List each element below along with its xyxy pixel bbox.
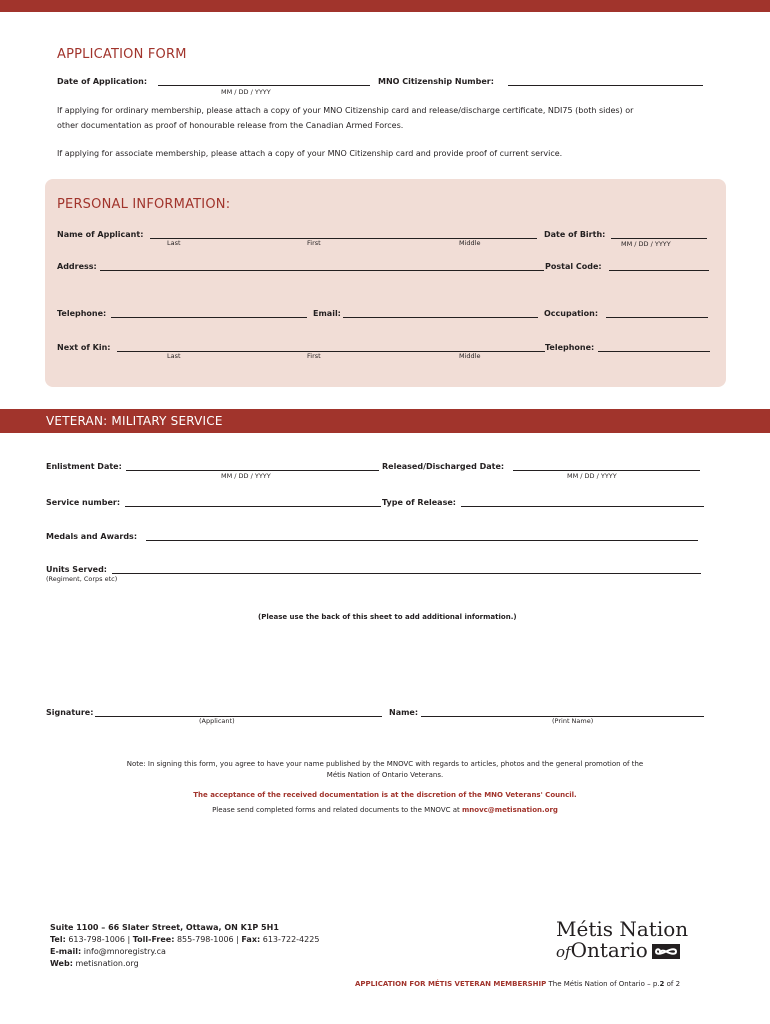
logo-line-2 — [556, 938, 688, 962]
publication-note-2: Métis Nation of Ontario Veterans. — [326, 771, 444, 779]
print-name-hint: (Print Name) — [552, 717, 594, 725]
page-footer-title: APPLICATION FOR MÉTIS VETERAN MEMBERSHIP — [355, 980, 547, 988]
email-footer-label: E-mail: — [50, 947, 82, 956]
first-hint: First — [307, 239, 321, 247]
page-number: 2 — [659, 980, 665, 988]
date-of-birth-label: Date of Birth: — [544, 230, 606, 239]
address-label: Address: — [57, 262, 97, 271]
enlistment-date-label: Enlistment Date: — [46, 462, 122, 471]
mno-logo — [556, 917, 688, 962]
service-number-label: Service number: — [46, 498, 121, 507]
fax-value: 613-722-4225 — [262, 935, 320, 944]
kin-telephone-label: Telephone: — [545, 343, 595, 352]
name-of-applicant-label: Name of Applicant: — [57, 230, 144, 239]
footer-address: Suite 1100 – 66 Slater Street, Ottawa, ON K1P 5H1 — [50, 923, 279, 932]
logo-line-1: Métis Nation — [556, 917, 689, 941]
tollfree-value: 855-798-1006 — [176, 935, 234, 944]
last-hint: Last — [167, 239, 181, 247]
publication-note: Note: In signing this form, you agree to have your name published by the MNOVC with regards to articles, photos and the general promotion of the — [126, 760, 644, 768]
print-name-field[interactable] — [421, 708, 704, 717]
footer-phones: Tel: 613-798-1006 | Toll-Free: 855-798-1006 | Fax: 613-722-4225 — [50, 935, 320, 944]
date-format-hint: MM / DD / YYYY — [221, 88, 271, 96]
page-total: of 2 — [666, 980, 681, 988]
medals-awards-field[interactable] — [146, 532, 698, 541]
dob-format-hint: MM / DD / YYYY — [621, 240, 671, 248]
personal-section-title: PERSONAL INFORMATION: — [57, 197, 231, 212]
units-served-field[interactable] — [112, 565, 701, 574]
occupation-label: Occupation: — [544, 309, 599, 318]
infinity-icon — [652, 944, 680, 959]
date-of-application-label: Date of Application: — [57, 77, 148, 86]
page-footer — [355, 980, 680, 988]
medals-awards-label: Medals and Awards: — [46, 532, 138, 541]
kin-telephone-field[interactable] — [598, 343, 710, 352]
postal-code-field[interactable] — [609, 262, 709, 271]
released-date-field[interactable] — [513, 462, 700, 471]
tollfree-label: Toll-Free: — [132, 935, 175, 944]
kin-first-hint: First — [307, 352, 321, 360]
acceptance-note: The acceptance of the received documentation is at the discretion of the MNO Veterans' Council. — [193, 791, 577, 799]
back-of-sheet-note: (Please use the back of this sheet to add additional information.) — [258, 613, 517, 621]
email-field[interactable] — [343, 309, 538, 318]
send-instructions — [0, 806, 770, 814]
type-of-release-field[interactable] — [461, 498, 704, 507]
logo-ontario: Ontario — [570, 938, 648, 962]
top-accent-bar — [0, 0, 770, 12]
type-of-release-label: Type of Release: — [382, 498, 456, 507]
telephone-label: Telephone: — [57, 309, 107, 318]
footer-web — [50, 958, 319, 970]
ordinary-membership-text-2: other documentation as proof of honourable release from the Canadian Armed Forces. — [57, 121, 404, 130]
date-of-birth-field[interactable] — [611, 230, 707, 239]
send-prefix: Please send completed forms and related documents to the MNOVC at — [212, 806, 460, 814]
telephone-field[interactable] — [111, 309, 307, 318]
units-served-label: Units Served: — [46, 565, 108, 574]
web-label: Web: — [50, 959, 73, 968]
page-footer-org: The Métis Nation of Ontario – p. — [548, 980, 660, 988]
logo-of: of — [556, 943, 571, 961]
tel-label: Tel: — [50, 935, 66, 944]
date-of-application-field[interactable] — [158, 77, 370, 86]
web-value[interactable]: metisnation.org — [75, 959, 139, 968]
signature-label: Signature: — [46, 708, 94, 717]
email-footer-value[interactable]: info@mnoregistry.ca — [83, 947, 166, 956]
units-served-hint: (Regiment, Corps etc) — [46, 575, 118, 583]
released-date-label: Released/Discharged Date: — [382, 462, 505, 471]
mno-citizenship-field[interactable] — [508, 77, 703, 86]
enlistment-date-field[interactable] — [126, 462, 379, 471]
middle-hint: Middle — [459, 239, 481, 247]
signature-field[interactable] — [95, 708, 382, 717]
footer-email — [50, 946, 319, 958]
email-label: Email: — [313, 309, 341, 318]
released-format-hint: MM / DD / YYYY — [567, 472, 617, 480]
footer-contact — [50, 922, 319, 970]
occupation-field[interactable] — [606, 309, 708, 318]
kin-middle-hint: Middle — [459, 352, 481, 360]
form-title: APPLICATION FORM — [57, 47, 187, 62]
print-name-label: Name: — [389, 708, 419, 717]
address-field[interactable] — [100, 262, 544, 271]
tel-value: 613-798-1006 — [68, 935, 125, 944]
associate-membership-text: If applying for associate membership, please attach a copy of your MNO Citizenship card and provide proof of current service. — [57, 149, 563, 158]
enlistment-format-hint: MM / DD / YYYY — [221, 472, 271, 480]
send-email-link[interactable]: mnovc@metisnation.org — [462, 806, 558, 814]
kin-last-hint: Last — [167, 352, 181, 360]
ordinary-membership-text: If applying for ordinary membership, please attach a copy of your MNO Citizenship card and release/discharge certificate, NDI75 (both sides) or — [57, 106, 634, 115]
service-number-field[interactable] — [125, 498, 381, 507]
military-section-title: VETERAN: MILITARY SERVICE — [46, 414, 223, 428]
applicant-hint: (Applicant) — [199, 717, 235, 725]
fax-label: Fax: — [241, 935, 261, 944]
next-of-kin-label: Next of Kin: — [57, 343, 111, 352]
mno-citizenship-label: MNO Citizenship Number: — [378, 77, 494, 86]
name-of-applicant-field[interactable] — [150, 230, 537, 239]
postal-code-label: Postal Code: — [545, 262, 602, 271]
next-of-kin-field[interactable] — [117, 343, 545, 352]
